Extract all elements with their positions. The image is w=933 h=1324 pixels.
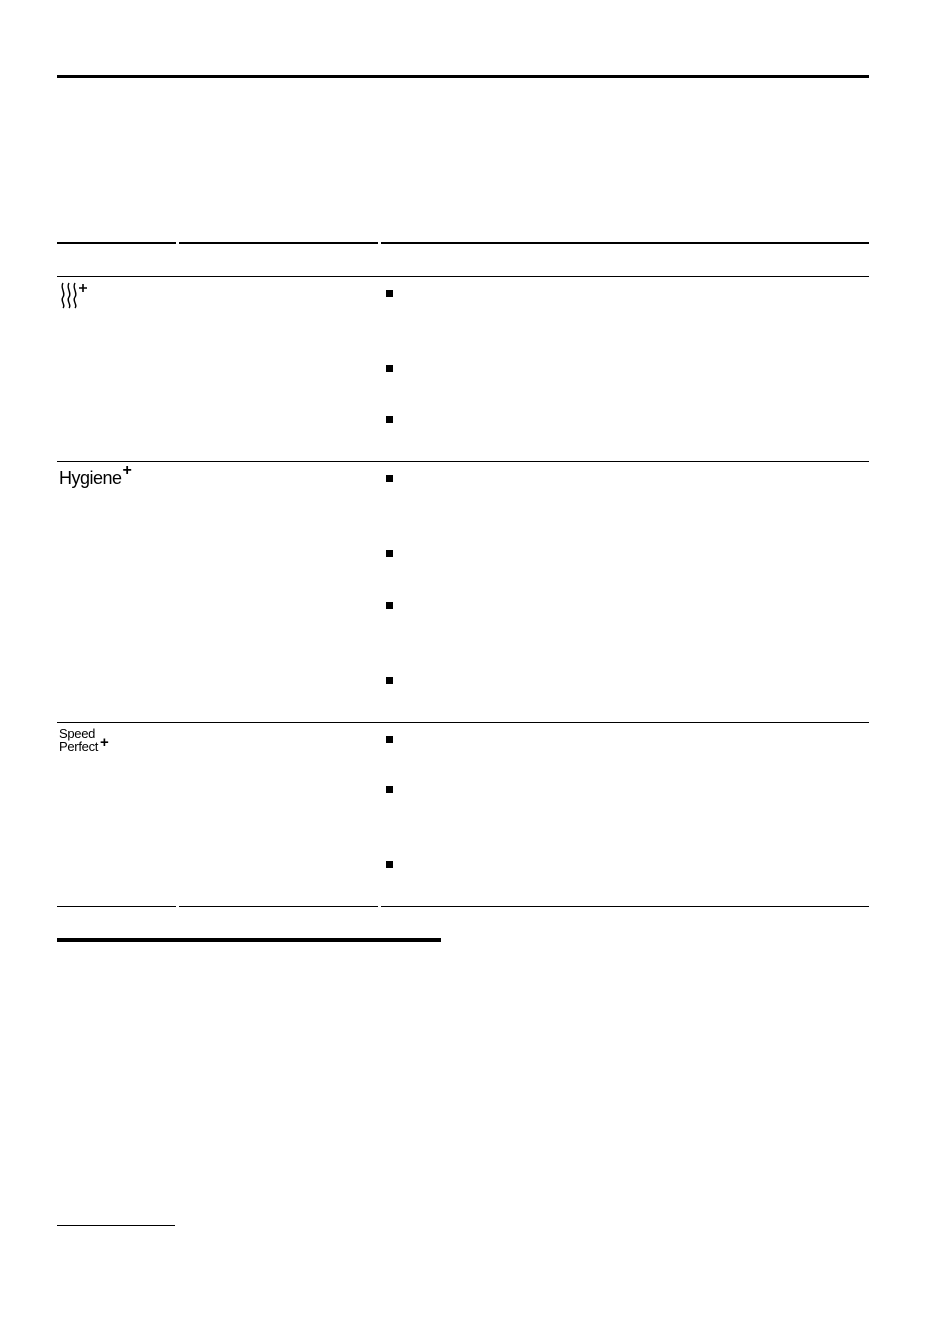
section-heading-rule: [57, 938, 441, 942]
row-separator-steam: [57, 461, 869, 462]
bullet-speed-1: [386, 736, 393, 743]
bullet-speed-2: [386, 786, 393, 793]
steam-plus-icon: [59, 281, 89, 314]
footnote-rule: [57, 1225, 175, 1226]
speed-label: Speed: [59, 726, 96, 741]
table-header-rule-col3: [381, 242, 869, 244]
table-bottom-rule-col1: [57, 906, 176, 907]
table-bottom-rule-col2: [179, 906, 378, 907]
perfect-label: Perfect: [59, 739, 99, 754]
table-header-rule-col2: [179, 242, 378, 244]
bullet-steam-3: [386, 416, 393, 423]
table-bottom-rule-col3: [381, 906, 869, 907]
table-header-separator: [57, 276, 869, 277]
bullet-steam-1: [386, 290, 393, 297]
row-separator-hygiene: [57, 722, 869, 723]
hygiene-plus-sign: +: [122, 462, 132, 479]
bullet-speed-3: [386, 861, 393, 868]
bullet-hygiene-3: [386, 602, 393, 609]
hygiene-label: Hygiene: [59, 468, 122, 488]
bullet-hygiene-4: [386, 677, 393, 684]
table-header-rule-col1: [57, 242, 176, 244]
speed-perfect-plus-symbol: [59, 727, 119, 757]
page-header-rule: [57, 75, 869, 78]
bullet-hygiene-1: [386, 475, 393, 482]
bullet-hygiene-2: [386, 550, 393, 557]
hygiene-plus-symbol: [59, 462, 132, 489]
speed-perfect-plus-sign: +: [100, 734, 109, 751]
bullet-steam-2: [386, 365, 393, 372]
